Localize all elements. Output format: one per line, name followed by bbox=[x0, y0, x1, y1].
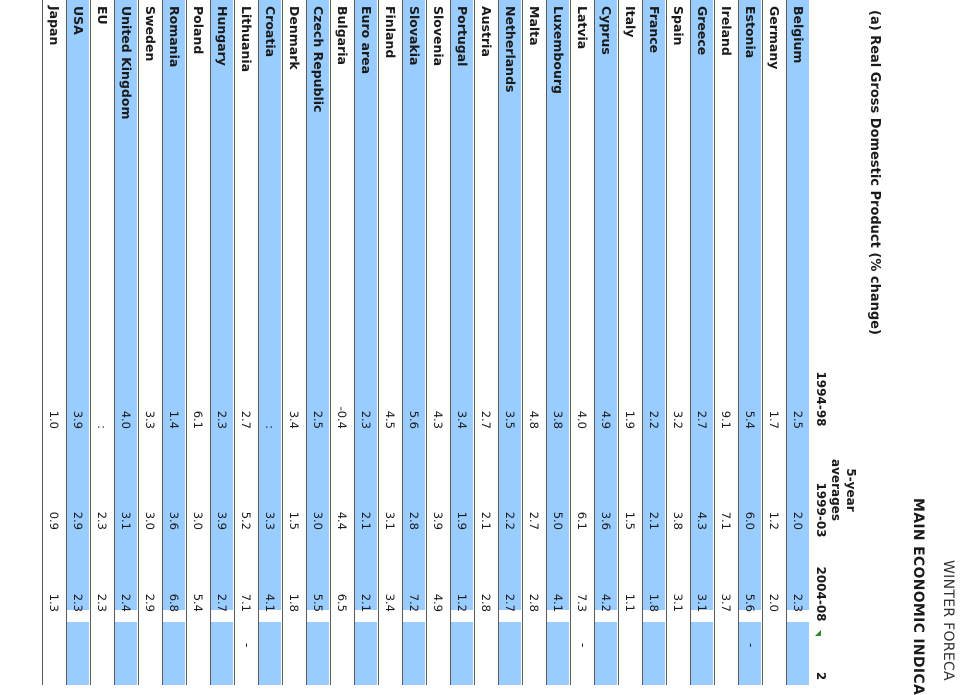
row-rule bbox=[354, 0, 355, 685]
value-1994-98: 1.9 bbox=[623, 410, 637, 429]
row-rule bbox=[210, 0, 211, 685]
value-1999-03: 3.9 bbox=[431, 511, 445, 530]
row-rule bbox=[762, 0, 763, 685]
row-rule bbox=[234, 0, 235, 685]
country-name: Bulgaria bbox=[335, 6, 350, 65]
value-2004-08: 4.2 bbox=[599, 593, 613, 612]
table-row bbox=[66, 0, 90, 685]
row-rule bbox=[786, 0, 787, 685]
country-name: USA bbox=[71, 6, 86, 35]
value-1994-98: 4.5 bbox=[383, 410, 397, 429]
value-1994-98: 2.7 bbox=[695, 410, 709, 429]
row-rule bbox=[498, 0, 499, 685]
value-1994-98: 4.0 bbox=[119, 410, 133, 429]
row-rule bbox=[618, 0, 619, 685]
country-name: Slovenia bbox=[431, 6, 446, 67]
table-row bbox=[642, 0, 666, 685]
row-rule bbox=[90, 0, 91, 685]
value-1994-98: 2.7 bbox=[239, 410, 253, 429]
country-name: Italy bbox=[623, 6, 638, 38]
value-1994-98: 4.0 bbox=[575, 410, 589, 429]
value-1999-03: 2.1 bbox=[479, 511, 493, 530]
table-row bbox=[786, 0, 810, 685]
value-2004-08: 2.3 bbox=[791, 593, 805, 612]
table-row bbox=[522, 0, 546, 685]
value-1994-98: 4.9 bbox=[599, 410, 613, 429]
value-1994-98: 2.7 bbox=[479, 410, 493, 429]
value-1994-98: 3.4 bbox=[455, 410, 469, 429]
value-1994-98: 9.1 bbox=[719, 410, 733, 429]
row-rule bbox=[690, 0, 691, 685]
country-name: Finland bbox=[383, 6, 398, 59]
value-1994-98: : bbox=[263, 425, 277, 429]
table-row bbox=[186, 0, 210, 685]
row-rule bbox=[666, 0, 667, 685]
table-row bbox=[306, 0, 330, 685]
value-2004-08: 1.3 bbox=[47, 593, 61, 612]
truncated-cell: - bbox=[240, 643, 254, 648]
value-1999-03: 7.1 bbox=[719, 511, 733, 530]
value-2004-08: 2.7 bbox=[215, 593, 229, 612]
table-row bbox=[762, 0, 786, 685]
value-1999-03: 2.8 bbox=[407, 511, 421, 530]
value-1994-98: 4.3 bbox=[431, 410, 445, 429]
value-1999-03: 1.5 bbox=[287, 511, 301, 530]
value-1994-98: 2.3 bbox=[215, 410, 229, 429]
country-name: Cyprus bbox=[599, 6, 614, 55]
value-1999-03: 3.6 bbox=[599, 511, 613, 530]
table-row bbox=[618, 0, 642, 685]
row-rule bbox=[162, 0, 163, 685]
country-name: Luxembourg bbox=[551, 6, 566, 94]
country-name: Netherlands bbox=[503, 6, 518, 93]
value-1994-98: 2.5 bbox=[791, 410, 805, 429]
table-row bbox=[378, 0, 402, 685]
truncated-cell: - bbox=[576, 643, 590, 648]
value-1999-03: 3.1 bbox=[383, 511, 397, 530]
value-1994-98: 2.5 bbox=[311, 410, 325, 429]
value-1994-98: 3.9 bbox=[71, 410, 85, 429]
value-1994-98: 3.5 bbox=[503, 410, 517, 429]
forecast-header: WINTER FORECA bbox=[940, 560, 956, 681]
country-name: Denmark bbox=[287, 6, 302, 70]
value-2004-08: 7.3 bbox=[575, 593, 589, 612]
table-row bbox=[426, 0, 450, 685]
country-name: Lithuania bbox=[239, 6, 254, 73]
value-1999-03: 1.5 bbox=[623, 511, 637, 530]
value-2004-08: 3.4 bbox=[383, 593, 397, 612]
value-1994-98: : bbox=[95, 425, 109, 429]
row-rule bbox=[114, 0, 115, 685]
section-title: (a) Real Gross Domestic Product (% change) bbox=[867, 10, 882, 335]
country-name: EU bbox=[95, 6, 110, 25]
value-1999-03: 5.0 bbox=[551, 511, 565, 530]
table-row bbox=[690, 0, 714, 685]
row-rule bbox=[594, 0, 595, 685]
country-name: Malta bbox=[527, 6, 542, 46]
table-row bbox=[474, 0, 498, 685]
value-1994-98: 3.8 bbox=[551, 410, 565, 429]
value-2004-08: 7.2 bbox=[407, 593, 421, 612]
country-name: Greece bbox=[695, 6, 710, 56]
row-rule bbox=[426, 0, 427, 685]
table-row bbox=[738, 0, 762, 685]
value-2004-08: 2.1 bbox=[359, 593, 373, 612]
value-1999-03: 4.4 bbox=[335, 511, 349, 530]
value-1994-98: 2.2 bbox=[647, 410, 661, 429]
value-1999-03: 1.9 bbox=[455, 511, 469, 530]
column-group-line2: averages bbox=[829, 459, 843, 521]
value-1999-03: 2.2 bbox=[503, 511, 517, 530]
country-name: Croatia bbox=[263, 6, 278, 58]
table-row bbox=[498, 0, 522, 685]
value-1994-98: 2.3 bbox=[359, 410, 373, 429]
value-1999-03: 6.0 bbox=[743, 511, 757, 530]
value-1994-98: 4.8 bbox=[527, 410, 541, 429]
column-header-1999-03: 1999-03 bbox=[814, 482, 828, 538]
value-2004-08: 4.1 bbox=[551, 593, 565, 612]
row-rule bbox=[186, 0, 187, 685]
value-1999-03: 2.1 bbox=[359, 511, 373, 530]
value-2004-08: 2.9 bbox=[143, 593, 157, 612]
table-row bbox=[714, 0, 738, 685]
value-2004-08: 3.7 bbox=[719, 593, 733, 612]
value-2004-08: 1.2 bbox=[455, 593, 469, 612]
country-name: Ireland bbox=[719, 6, 734, 56]
row-rule bbox=[282, 0, 283, 685]
country-name: Spain bbox=[671, 6, 686, 46]
value-1999-03: 3.9 bbox=[215, 511, 229, 530]
value-2004-08: 1.8 bbox=[287, 593, 301, 612]
value-2004-08: 1.1 bbox=[623, 593, 637, 612]
table-row bbox=[282, 0, 306, 685]
value-1999-03: 3.3 bbox=[263, 511, 277, 530]
value-2004-08: 2.0 bbox=[767, 593, 781, 612]
row-rule bbox=[138, 0, 139, 685]
main-indicators-title: MAIN ECONOMIC INDICA bbox=[910, 498, 926, 695]
table-row bbox=[402, 0, 426, 685]
value-1999-03: 0.9 bbox=[47, 511, 61, 530]
row-rule bbox=[570, 0, 571, 685]
value-1994-98: 3.2 bbox=[671, 410, 685, 429]
value-2004-08: 2.4 bbox=[119, 593, 133, 612]
value-2004-08: 5.4 bbox=[191, 593, 205, 612]
row-rule bbox=[714, 0, 715, 685]
value-1999-03: 4.3 bbox=[695, 511, 709, 530]
table-row bbox=[114, 0, 138, 685]
country-name: Portugal bbox=[455, 6, 470, 67]
column-header-1994-98: 1994-98 bbox=[814, 371, 828, 427]
value-1994-98: 1.4 bbox=[167, 410, 181, 429]
value-2004-08: 7.1 bbox=[239, 593, 253, 612]
value-1999-03: 6.1 bbox=[575, 511, 589, 530]
country-name: Japan bbox=[47, 6, 62, 46]
column-group-line1: 5-year bbox=[844, 468, 858, 512]
value-1994-98: 5.6 bbox=[407, 410, 421, 429]
country-name: Euro area bbox=[359, 6, 374, 75]
table-row bbox=[210, 0, 234, 685]
value-1999-03: 3.6 bbox=[167, 511, 181, 530]
country-name: Slovakia bbox=[407, 6, 422, 66]
table-row bbox=[666, 0, 690, 685]
value-1999-03: 1.2 bbox=[767, 511, 781, 530]
table-row bbox=[42, 0, 66, 685]
country-name: Belgium bbox=[791, 6, 806, 64]
row-rule bbox=[546, 0, 547, 685]
country-name: Germany bbox=[767, 6, 782, 70]
row-rule bbox=[66, 0, 67, 685]
row-rule bbox=[306, 0, 307, 685]
table-row bbox=[546, 0, 570, 685]
country-name: Poland bbox=[191, 6, 206, 55]
value-2004-08: 2.3 bbox=[71, 593, 85, 612]
table-row bbox=[354, 0, 378, 685]
value-2004-08: 2.8 bbox=[527, 593, 541, 612]
country-name: United Kingdom bbox=[119, 6, 134, 120]
value-1999-03: 2.0 bbox=[791, 511, 805, 530]
value-2004-08: 5.6 bbox=[743, 593, 757, 612]
country-name: Austria bbox=[479, 6, 494, 57]
value-1994-98: 3.4 bbox=[287, 410, 301, 429]
value-2004-08: 4.9 bbox=[431, 593, 445, 612]
table-row bbox=[570, 0, 594, 685]
value-1994-98: 1.0 bbox=[47, 410, 61, 429]
value-1999-03: 2.9 bbox=[71, 511, 85, 530]
table-row bbox=[258, 0, 282, 685]
value-1999-03: 5.2 bbox=[239, 511, 253, 530]
value-1999-03: 3.1 bbox=[119, 511, 133, 530]
value-1999-03: 3.0 bbox=[143, 511, 157, 530]
row-rule bbox=[378, 0, 379, 685]
value-1999-03: 3.0 bbox=[311, 511, 325, 530]
value-1999-03: 2.7 bbox=[527, 511, 541, 530]
country-name: Estonia bbox=[743, 6, 758, 59]
value-2004-08: 6.5 bbox=[335, 593, 349, 612]
country-name: Sweden bbox=[143, 6, 158, 62]
value-1994-98: 5.4 bbox=[743, 410, 757, 429]
value-1999-03: 3.0 bbox=[191, 511, 205, 530]
table-row bbox=[138, 0, 162, 685]
column-header-next: 2 bbox=[814, 671, 828, 681]
table-row bbox=[330, 0, 354, 685]
row-rule bbox=[522, 0, 523, 685]
value-1994-98: -0.4 bbox=[335, 406, 349, 429]
cell-comment-marker bbox=[815, 630, 821, 636]
value-2004-08: 3.1 bbox=[695, 593, 709, 612]
value-1994-98: 6.1 bbox=[191, 410, 205, 429]
row-rule bbox=[738, 0, 739, 685]
country-name: Czech Republic bbox=[311, 6, 326, 113]
row-rule bbox=[402, 0, 403, 685]
value-1994-98: 3.3 bbox=[143, 410, 157, 429]
value-1999-03: 2.1 bbox=[647, 511, 661, 530]
row-rule bbox=[258, 0, 259, 685]
table-row bbox=[234, 0, 258, 685]
value-2004-08: 2.8 bbox=[479, 593, 493, 612]
value-1994-98: 1.7 bbox=[767, 410, 781, 429]
value-2004-08: 3.1 bbox=[671, 593, 685, 612]
value-2004-08: 4.1 bbox=[263, 593, 277, 612]
column-header-2004-08: 2004-08 bbox=[814, 566, 828, 622]
table-row bbox=[450, 0, 474, 685]
value-2004-08: 2.7 bbox=[503, 593, 517, 612]
table-row bbox=[594, 0, 618, 685]
row-rule bbox=[474, 0, 475, 685]
truncated-cell: - bbox=[744, 643, 758, 648]
value-2004-08: 1.8 bbox=[647, 593, 661, 612]
row-rule bbox=[642, 0, 643, 685]
row-rule bbox=[450, 0, 451, 685]
country-name: France bbox=[647, 6, 662, 54]
value-2004-08: 6.8 bbox=[167, 593, 181, 612]
value-2004-08: 5.5 bbox=[311, 593, 325, 612]
country-name: Hungary bbox=[215, 6, 230, 66]
value-2004-08: 2.3 bbox=[95, 593, 109, 612]
country-name: Latvia bbox=[575, 6, 590, 50]
country-name: Romania bbox=[167, 6, 182, 68]
table-row bbox=[162, 0, 186, 685]
value-1999-03: 3.8 bbox=[671, 511, 685, 530]
value-1999-03: 2.3 bbox=[95, 511, 109, 530]
table-row bbox=[90, 0, 114, 685]
row-rule bbox=[42, 0, 43, 685]
row-rule bbox=[330, 0, 331, 685]
